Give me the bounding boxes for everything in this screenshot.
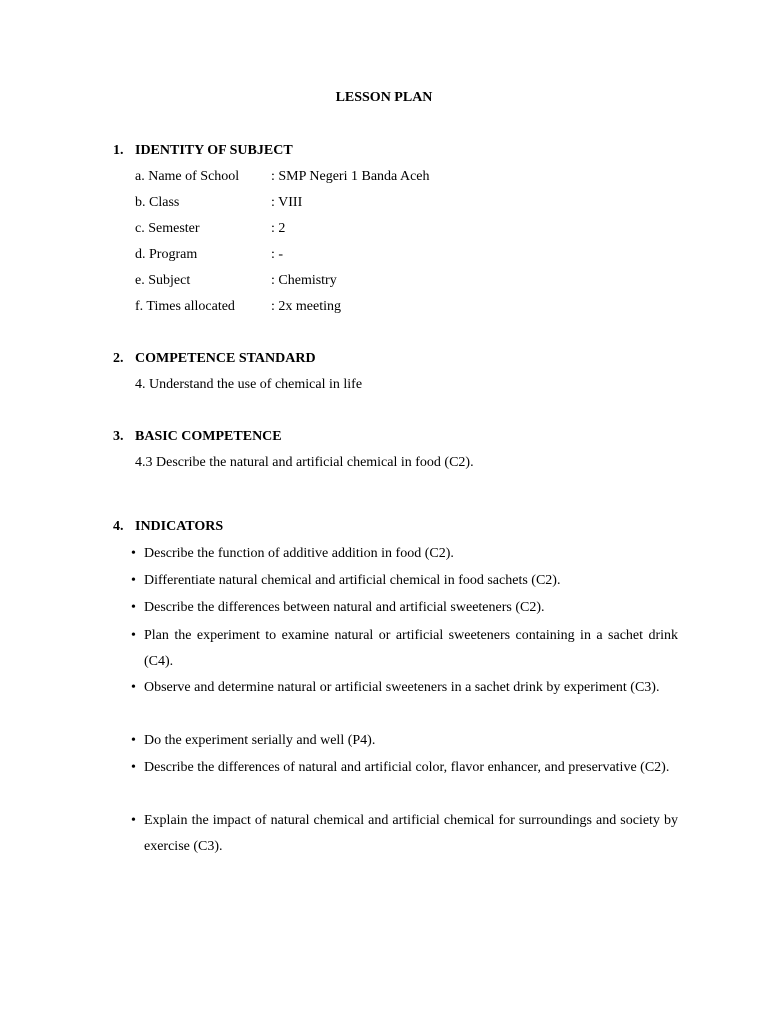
basic-competence-text: 4.3 Describe the natural and artificial chemical in food (C2). (135, 455, 474, 470)
document-title: LESSON PLAN (335, 90, 433, 105)
indicator-item (131, 728, 678, 754)
bullet-icon: • (131, 760, 136, 775)
indicator-item (131, 755, 678, 781)
bullet-icon: • (131, 600, 136, 615)
section-competence-standard-heading (113, 351, 316, 367)
indicator-text: Describe the differences of natural and artificial color, flavor enhancer, and preservative (C2). (144, 760, 670, 775)
section-number: 1. (113, 143, 124, 158)
info-row-program (135, 247, 283, 263)
indicator-text: Observe and determine natural or artificial sweeteners in a sachet drink by experiment (C3). (144, 680, 660, 695)
info-value: : SMP Negeri 1 Banda Aceh (271, 169, 430, 184)
info-value: : 2x meeting (271, 299, 341, 314)
info-row-subject (135, 273, 337, 289)
info-label: e. Subject (135, 273, 191, 288)
info-value: : Chemistry (271, 273, 337, 288)
info-label: c. Semester (135, 221, 200, 236)
info-row-school (135, 169, 430, 185)
section-basic-competence-heading (113, 429, 282, 445)
bullet-icon: • (131, 573, 136, 588)
indicator-item (131, 568, 678, 594)
indicator-text: Explain the impact of natural chemical and artificial chemical for surroundings and society by exercise (C3). (144, 813, 678, 854)
indicator-text: Describe the function of additive addition in food (C2). (144, 546, 454, 561)
bullet-icon: • (131, 813, 136, 828)
info-value: : - (271, 247, 284, 262)
bullet-icon: • (131, 546, 136, 561)
info-row-class (135, 195, 302, 211)
bullet-icon: • (131, 628, 136, 643)
section-indicators-heading (113, 519, 223, 535)
section-title: BASIC COMPETENCE (135, 429, 282, 444)
indicator-item (131, 541, 678, 567)
section-identity-heading (113, 143, 293, 159)
info-label: b. Class (135, 195, 180, 210)
bullet-icon: • (131, 680, 136, 695)
section-title: COMPETENCE STANDARD (135, 351, 316, 366)
section-number: 3. (113, 429, 124, 444)
section-number: 2. (113, 351, 124, 366)
info-label: f. Times allocated (135, 299, 235, 314)
indicator-text: Do the experiment serially and well (P4). (144, 733, 376, 748)
section-number: 4. (113, 519, 124, 534)
info-row-times (135, 299, 341, 315)
info-value: : 2 (271, 221, 286, 236)
section-title: IDENTITY OF SUBJECT (135, 143, 293, 158)
indicator-item (131, 675, 678, 701)
indicator-text: Describe the differences between natural and artificial sweeteners (C2). (144, 600, 545, 615)
info-row-semester (135, 221, 285, 237)
info-value: : VIII (271, 195, 303, 210)
info-label: d. Program (135, 247, 198, 262)
indicator-text: Plan the experiment to examine natural or artificial sweeteners containing in a sachet drink (C4). (144, 628, 678, 669)
indicator-item (131, 595, 678, 621)
indicator-item (131, 623, 678, 675)
info-label: a. Name of School (135, 169, 240, 184)
indicator-text: Differentiate natural chemical and artificial chemical in food sachets (C2). (144, 573, 561, 588)
section-title: INDICATORS (135, 519, 224, 534)
indicator-item (131, 808, 678, 860)
competence-standard-text: 4. Understand the use of chemical in life (135, 377, 363, 392)
bullet-icon: • (131, 733, 136, 748)
